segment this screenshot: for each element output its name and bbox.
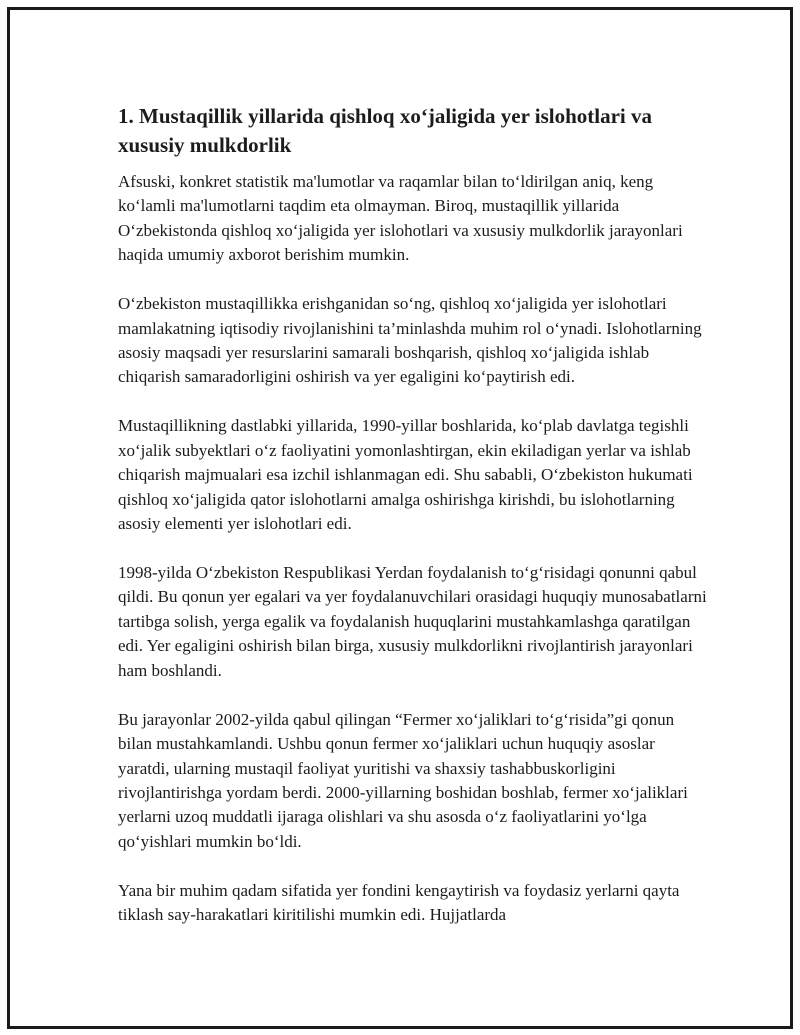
paragraph: 1998-yilda O‘zbekiston Respublikasi Yerdan foydalanish to‘g‘risidagi qonunni qabul qildi. Bu qonun yer egalari va yer foydalanuvchilari orasidagi huquqiy munosabatlarni tartibga solish, yerga egalik va foydalanish huquqlarini mustahkamlashga qaratilgan edi. Yer egaligini oshirish bilan birga, xususiy mulkdorlikni rivojlantirish jarayonlari ham boshlandi. — [118, 563, 707, 680]
document-body — [118, 102, 708, 928]
paragraph: Yana bir muhim qadam sifatida yer fondini kengaytirish va foydasiz yerlarni qayta tiklash say-harakatlari kiritilishi mumkin edi. Hujjatlarda — [118, 880, 680, 925]
document-title: 1. Mustaqillik yillarida qishloq xo‘jaligida yer islohotlari va xususiy mulkdorlik — [118, 104, 653, 157]
paragraph: Bu jarayonlar 2002-yilda qabul qilingan “Fermer xo‘jaliklari to‘g‘risida”gi qonun bilan mustahkamlandi. Ushbu qonun fermer xo‘jaliklari uchun huquqiy asoslar yaratdi, ularning mustaqil faoliyat yuritishi va shaxsiy tashabbuskorligini rivojlantirishga yordam berdi. 2000-yillarning boshidan boshlab, fermer xo‘jaliklari yerlarni uzoq muddatli ijaraga olishlari va shu asosda o‘z faoliyatlarini yo‘lga qo‘yishlari mumkin bo‘ldi. — [118, 709, 688, 851]
page-frame — [7, 7, 793, 1029]
paragraph: Mustaqillikning dastlabki yillarida, 1990-yillar boshlarida, ko‘plab davlatga tegishli xo‘jalik subyektlari o‘z faoliyatini yomonlashtirgan, ekin ekiladigan yerlar va ishlab chiqarish majmualari esa izchil ishlanmagan edi. Shu sababli, O‘zbekiston hukumati qishloq xo‘jaligida qator islohotlarni amalga oshirishga kirishdi, bu islohotlarning asosiy elementi yer islohotlari edi. — [118, 416, 693, 534]
paragraph: Afsuski, konkret statistik ma'lumotlar va raqamlar bilan to‘ldirilgan aniq, keng ko‘lamli ma'lumotlarni taqdim eta olmayman. Biroq, mustaqillik yillarida O‘zbekistonda qishloq xo‘jaligida yer islohotlari va xususiy mulkdorlik jarayonlari haqida umumiy axborot berishim mumkin. — [118, 172, 683, 265]
paragraph: O‘zbekiston mustaqillikka erishganidan so‘ng, qishloq xo‘jaligida yer islohotlari mamlakatning iqtisodiy rivojlanishini ta’minlashda muhim rol o‘ynadi. Islohotlarning asosiy maqsadi yer resurslarini samarali boshqarish, qishloq xo‘jaligida ishlab chiqarish samaradorligini oshirish va yer egaligini ko‘paytirish edi. — [118, 294, 702, 387]
